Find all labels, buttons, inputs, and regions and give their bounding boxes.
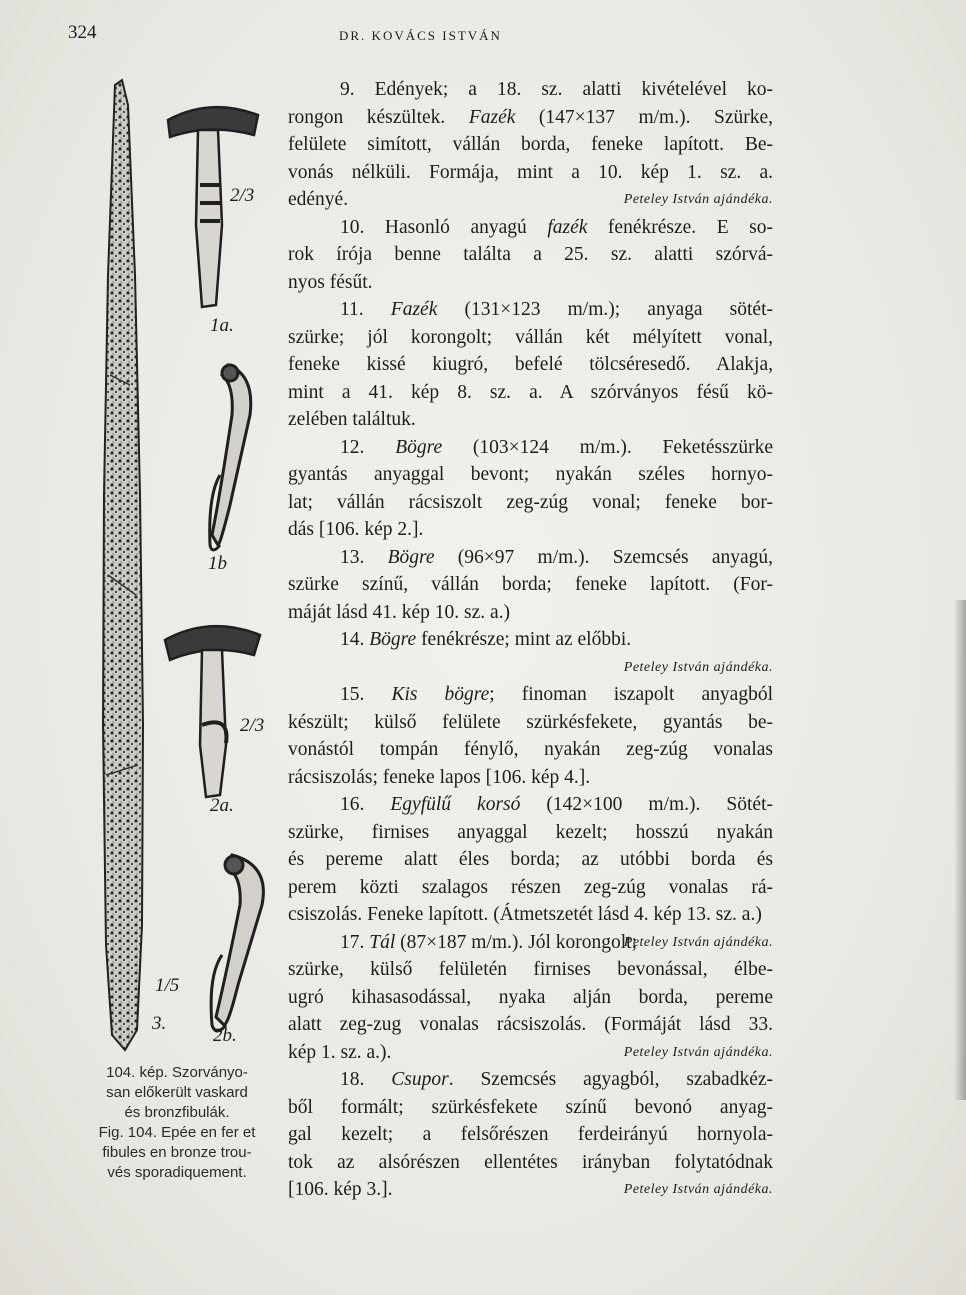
credit-text: Peteley István ajándéka. <box>623 1044 773 1060</box>
text-line: 15. Kis bögre; finoman iszapolt anyagból <box>340 684 773 705</box>
text-line: 11. Fazék (131×123 m/m.); anyaga sötét- <box>340 299 773 320</box>
figure-caption: 104. kép. Szorványo- san előkerült vaskard és bronzfibulák. Fig. 104. Epée en fer et fibules en bronze trou- vés sporadiquement. <box>98 1064 256 1181</box>
text-line: nyos fésűt. <box>288 271 373 293</box>
page-header <box>0 22 966 52</box>
text-line: szürke; jól korongolt; vállán két mélyített vonal, <box>288 326 773 348</box>
text-line: zelében találtuk. <box>288 409 416 430</box>
credit-text: Peteley István ajándéka. <box>623 192 773 207</box>
text-line: lat; vállán rácsiszolt zeg-zúg vonal; feneke bor- <box>288 491 773 513</box>
text-line: edényé. Peteley István ajándéka. <box>288 186 773 214</box>
text-line: mint a 41. kép 8. sz. a. A szórványos fésű kö- <box>288 381 773 403</box>
text-line <box>288 654 773 682</box>
text-line: vonás nélküli. Formája, mint a 10. kép 1. sz. a. <box>288 161 773 183</box>
running-head: DR. KOVÁCS ISTVÁN <box>339 28 502 43</box>
text-line: és pereme alatt éles borda; az utóbbi borda és <box>288 849 773 870</box>
fig-label-2a: 2a. <box>210 795 234 816</box>
page-edge-shadow <box>954 600 966 1100</box>
text-line: ugró kihasasodással, nyaka alján borda, pereme <box>288 986 773 1008</box>
text-line: rácsiszolás; feneke lapos [106. kép 4.]. <box>288 766 591 788</box>
text-line: máját lásd 41. kép 10. sz. a.) <box>288 601 511 623</box>
sword-and-fibulae-drawing <box>70 75 275 1075</box>
fig-label-2b: 2b. <box>213 1025 237 1046</box>
text-line: 17. Tál (87×187 m/m.). Jól korongolt; <box>340 931 638 953</box>
fibula-1a <box>168 107 258 307</box>
text-line: kép 1. sz. a.). Peteley István ajándéka. <box>288 1039 773 1067</box>
figure-104-illustration <box>70 75 275 1075</box>
fig-label-1b: 1b <box>208 553 227 574</box>
text-line: feneke kissé kiugró, befelé tölcséresedő. Alakja, <box>288 354 773 375</box>
text-line: 18. Csupor. Szemcsés agyagból, szabadkéz- <box>340 1069 773 1090</box>
fig-scale-2a: 2/3 <box>240 715 265 736</box>
text-line: szürke, firnises anyaggal kezelt; hosszú nyakán <box>288 821 773 843</box>
text-line: [106. kép 3.]. Peteley István ajándéka. <box>288 1176 773 1204</box>
fibula-2a <box>165 626 260 797</box>
fibula-2b <box>211 855 263 1031</box>
fibula-1b <box>210 365 251 550</box>
text-line: 10. Hasonló anyagú fazék fenékrésze. E so- <box>340 216 773 238</box>
catalogue-text <box>288 76 773 1204</box>
text-line: alatt zeg-zug vonalas rácsiszolás. (Formáját lásd 33. <box>288 1014 773 1035</box>
fig-scale-3: 1/5 <box>155 975 180 996</box>
text-line: 12. Bögre (103×124 m/m.). Feketésszürke <box>340 436 773 458</box>
text-line: 9. Edények; a 18. sz. alatti kivételével ko- <box>340 79 773 100</box>
text-line: 13. Bögre (96×97 m/m.). Szemcsés anyagú, <box>340 546 774 568</box>
text-line: tok az alsórészen ellentétes irányban folytatódnak <box>288 1151 773 1173</box>
text-line: gyantás anyaggal bevont; nyakán széles hornyo- <box>288 464 773 485</box>
text-line: rongon készültek. Fazék (147×137 m/m.). Szürke, <box>288 106 773 128</box>
text-line: csiszolás. Feneke lapított. (Átmetszetét lásd 4. kép 13. sz. a.) Peteley István ajándéka. <box>288 901 773 929</box>
text-line: készült; külső felülete szürkésfekete, gyantás be- <box>288 711 773 733</box>
credit-text: Peteley István ajándéka. <box>623 934 773 950</box>
text-line: szürke színű, vállán borda; feneke lapított. (For- <box>288 574 773 595</box>
text-line: felülete simított, vállán borda, feneke lapított. Be- <box>288 134 773 155</box>
text-line: ből formált; szürkésfekete színű bevonó anyag- <box>288 1096 773 1118</box>
credit-text: Peteley István ajándéka. <box>623 659 773 675</box>
text-line: perem közti szalagos részen zeg-zúg vonalas rá- <box>288 876 773 898</box>
text-line: szürke, külső felületén firnises bevonással, élbe- <box>288 959 773 980</box>
fig-label-1a: 1a. <box>210 315 234 336</box>
text-line: dás [106. kép 2.]. <box>288 519 424 540</box>
credit-text: Peteley István ajándéka. <box>623 1182 773 1197</box>
text-line: 16. Egyfülű korsó (142×100 m/m.). Sötét- <box>340 794 773 815</box>
fig-scale-1a: 2/3 <box>230 185 255 206</box>
sword-blade <box>103 80 143 1050</box>
text-line: rok írója benne találta a 25. sz. alatti szórvá- <box>288 244 773 265</box>
text-line: vonástól tompán fénylő, nyakán zeg-zúg vonalas <box>288 739 773 760</box>
text-line: 14. Bögre fenékrésze; mint az előbbi. <box>340 629 632 650</box>
fig-label-3: 3. <box>152 1013 167 1034</box>
text-line: gal kezelt; a felsőrészen ferdeirányú hornyola- <box>288 1124 773 1145</box>
page-number: 324 <box>68 22 97 43</box>
